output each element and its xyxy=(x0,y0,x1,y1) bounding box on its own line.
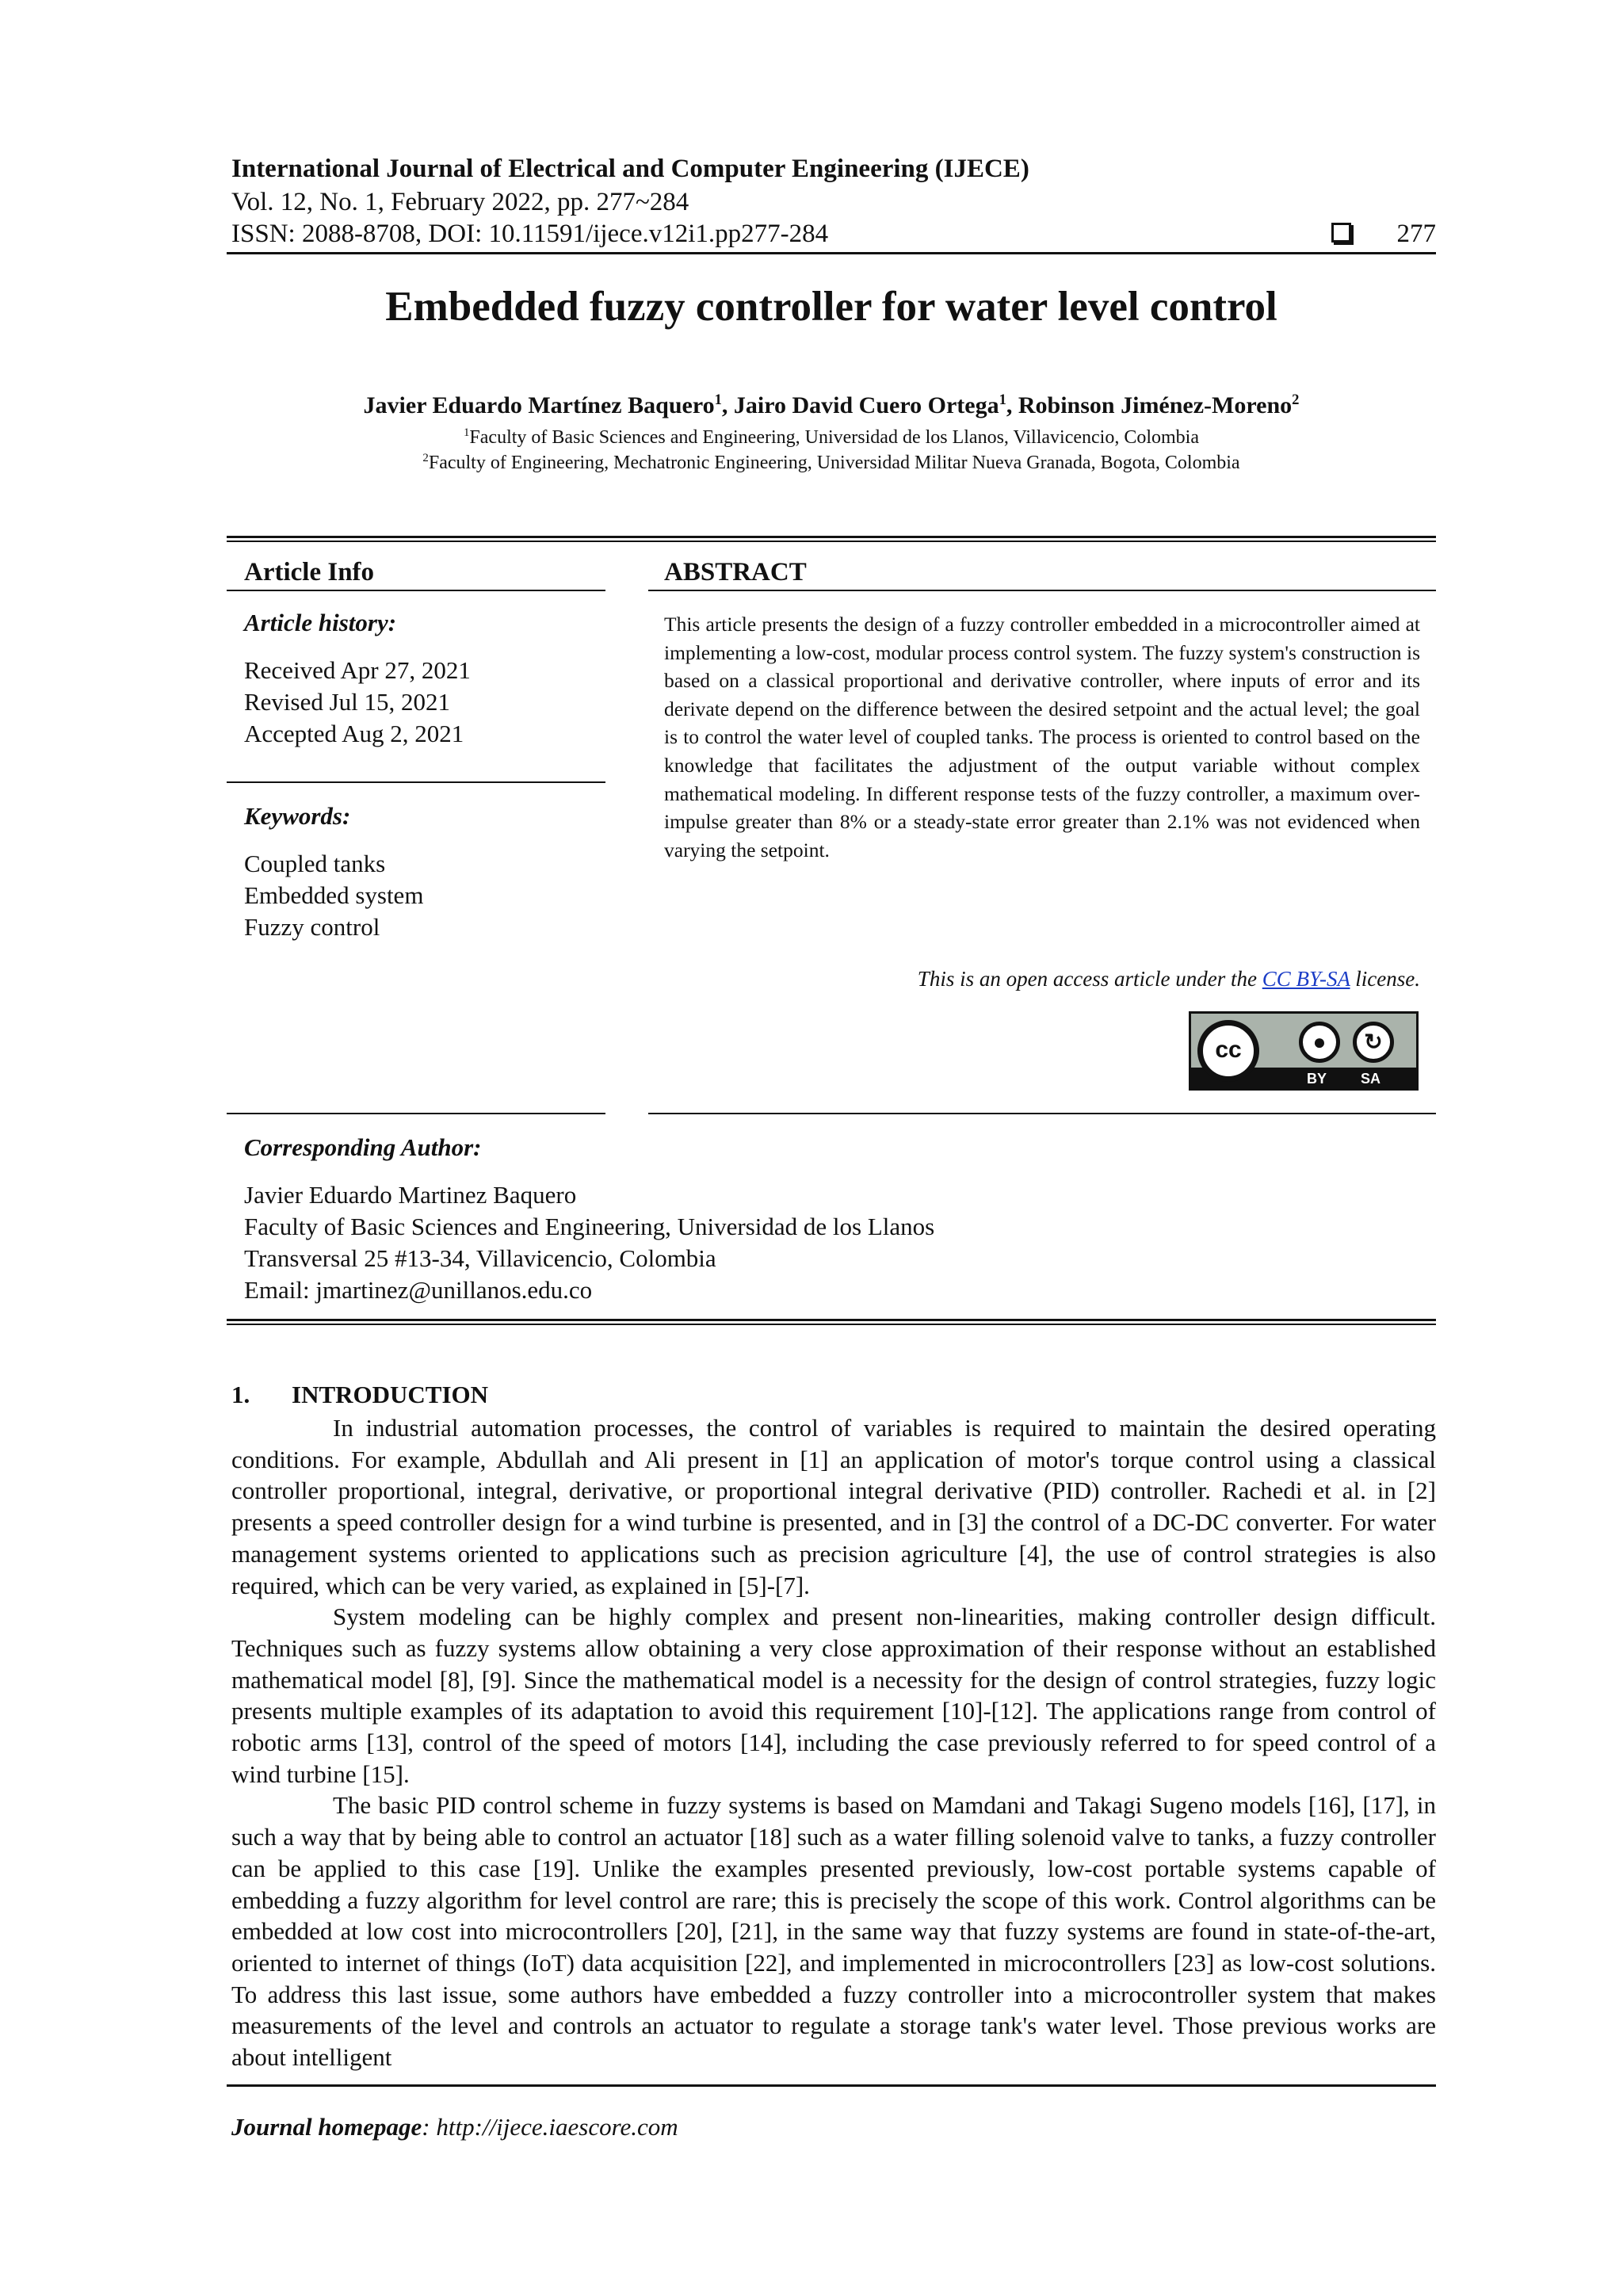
homepage-label: Journal homepage xyxy=(231,2113,422,2141)
paragraph: The basic PID control scheme in fuzzy systems is based on Mamdani and Takagi Sugeno models [16], [17], in such a way that by being able to control an actuator [18] such as a water filling solenoid valve to tanks, a fuzzy controller can be applied to this case [19]. Unlike the examples presented previously, low-cost portable systems capable of embedding a fuzzy algorithm for level control are rare; this is precisely the scope of this work. Control algorithms can be embedded at low cost into microcontrollers [20], [21], in the same way that fuzzy systems are found in state-of-the-art, oriented to internet of things (IoT) data acquisition [22], and implemented in microcontrollers [23] as low-cost solutions. To address this last issue, some authors have embedded a fuzzy controller into a microcontroller system that makes measurements of the level and controls an actuator to regulate a storage tank's water level. Those previous works are about intelligent xyxy=(231,1791,1436,2072)
corresponding-bottom-rule-2 xyxy=(227,1324,1436,1325)
article-history-heading: Article history: xyxy=(244,609,397,636)
affiliation-text: Faculty of Engineering, Mechatronic Engineering, Universidad Militar Nueva Granada, Bogota, Colombia xyxy=(428,453,1240,473)
journal-volume: Vol. 12, No. 1, February 2022, pp. 277~284 xyxy=(231,188,689,216)
article-info-heading: Article Info xyxy=(244,558,375,586)
abstract-rule xyxy=(648,590,1436,591)
badge-sa-label: SA xyxy=(1361,1071,1381,1087)
affiliation-text: Faculty of Basic Sciences and Engineering, Universidad de los Llanos, Villavicencio, Colombia xyxy=(469,427,1199,448)
abstract-text: This article presents the design of a fuzzy controller embedded in a microcontroller aimed at implementing a low-cost, modular process control system. The fuzzy system's construction is based on a classical proportional and derivative controller, where inputs of error and its derivate depend on the difference between the desired setpoint and the actual level; the goal is to control the water level of coupled tanks. The process is oriented to control based on the knowledge that facilitates the adjustment of the output variable without complex mathematical modeling. In different response tests of the fuzzy controller, a maximum over-impulse greater than 8% or a steady-state error greater than 2.1% was not evidenced when varying the setpoint. xyxy=(664,613,1420,861)
affiliation-1 xyxy=(227,425,1436,450)
journal-issn xyxy=(231,217,1436,250)
article-info-rule xyxy=(227,590,605,591)
license-suffix: license. xyxy=(1355,967,1420,991)
author-affiliation-sup: 1 xyxy=(714,391,722,408)
author-affiliation-sup: 1 xyxy=(999,391,1006,408)
header-page-number xyxy=(1331,217,1437,250)
license-prefix: This is an open access article under the xyxy=(917,967,1257,991)
checkbox-square-icon xyxy=(1331,223,1351,243)
page-number: 277 xyxy=(1396,220,1436,248)
attribution-person-icon: ● xyxy=(1299,1022,1340,1063)
homepage-url[interactable]: http://ijece.iaescore.com xyxy=(436,2113,678,2141)
affiliation-sup: 2 xyxy=(422,452,429,465)
keyword-item: Coupled tanks xyxy=(244,850,386,877)
affiliation-2 xyxy=(227,450,1436,476)
footer-rule xyxy=(227,2084,1436,2087)
open-access-note xyxy=(664,967,1420,991)
paragraph: System modeling can be highly complex and present non-linearities, making controller design difficult. Techniques such as fuzzy systems allow obtaining a very close approximation of their response without an established mathematical model [8], [9]. Since the mathematical model is a necessity for the design of control strategies, fuzzy logic presents multiple examples of its adaptation to avoid this requirement [10]-[12]. The applications range from control of robotic arms [13], control of the speed of motors [14], including the case previously referred to for speed control of a wind turbine [15]. xyxy=(231,1603,1436,1788)
affiliation-sup: 1 xyxy=(463,426,470,440)
keywords-rule xyxy=(227,781,605,783)
info-top-rule-2 xyxy=(227,541,1436,542)
journal-homepage: Journal homepage: http://ijece.iaescore.com xyxy=(231,2113,678,2141)
keywords-heading: Keywords: xyxy=(244,802,351,830)
author-affiliation-sup: 2 xyxy=(1292,391,1300,408)
history-accepted: Accepted Aug 2, 2021 xyxy=(244,720,464,747)
keyword-item: Embedded system xyxy=(244,881,424,909)
journal-name: International Journal of Electrical and Computer Engineering (IJECE) xyxy=(231,155,1029,183)
cc-logo-icon: cc xyxy=(1197,1020,1259,1082)
paragraph: In industrial automation processes, the control of variables is required to maintain the desired operating conditions. For example, Abdullah and Ali present in [1] an application of motor's torque control using a classical controller proportional, integral, derivative, or proportional integral derivative (PID) controller. Rachedi et al. in [2] presents a speed controller design for a wind turbine is presented, and in [3] the control of a DC-DC converter. For water management systems oriented to applications such as precision agriculture [4], the use of control strategies is also required, which can be very varied, as explained in [5]-[7]. xyxy=(231,1414,1436,1599)
abstract-bottom-rule xyxy=(648,1113,1436,1114)
license-link[interactable]: CC BY-SA xyxy=(1262,967,1350,991)
info-top-rule xyxy=(227,536,1436,538)
introduction-body xyxy=(231,1412,1436,2073)
issn-doi: ISSN: 2088-8708, DOI: 10.11591/ijece.v12i1.pp277-284 xyxy=(231,220,829,248)
section-number: 1. xyxy=(231,1381,250,1408)
cc-by-sa-badge[interactable] xyxy=(1189,1011,1419,1091)
header-rule xyxy=(227,252,1436,254)
share-alike-icon: ↻ xyxy=(1353,1022,1394,1063)
author-name: Robinson Jiménez-Moreno xyxy=(1018,392,1293,418)
author-name: Jairo David Cuero Ortega xyxy=(733,392,999,418)
author-name: Javier Eduardo Martínez Baquero xyxy=(363,392,715,418)
corresponding-heading: Corresponding Author: xyxy=(244,1133,482,1161)
badge-by-label: BY xyxy=(1307,1071,1327,1087)
corresponding-email: Email: jmartinez@unillanos.edu.co xyxy=(244,1276,593,1304)
keyword-item: Fuzzy control xyxy=(244,913,380,941)
author-list: Javier Eduardo Martínez Baquero$^1$, Jairo David Cuero Ortega$^1$, Robinson Jiménez-Moreno$^2$ xyxy=(363,391,1300,418)
abstract-heading: ABSTRACT xyxy=(664,558,807,586)
section-heading xyxy=(231,1381,488,1409)
history-revised: Revised Jul 15, 2021 xyxy=(244,688,451,716)
corresponding-name: Javier Eduardo Martinez Baquero xyxy=(244,1181,577,1209)
corresponding-bottom-rule xyxy=(227,1319,1436,1321)
history-received: Received Apr 27, 2021 xyxy=(244,656,471,684)
info-bottom-rule xyxy=(227,1113,605,1114)
paper-title: Embedded fuzzy controller for water level control xyxy=(385,284,1277,330)
section-title: INTRODUCTION xyxy=(292,1381,489,1408)
corresponding-affiliation: Faculty of Basic Sciences and Engineering, Universidad de los Llanos xyxy=(244,1213,935,1240)
corresponding-address: Transversal 25 #13-34, Villavicencio, Colombia xyxy=(244,1244,716,1272)
